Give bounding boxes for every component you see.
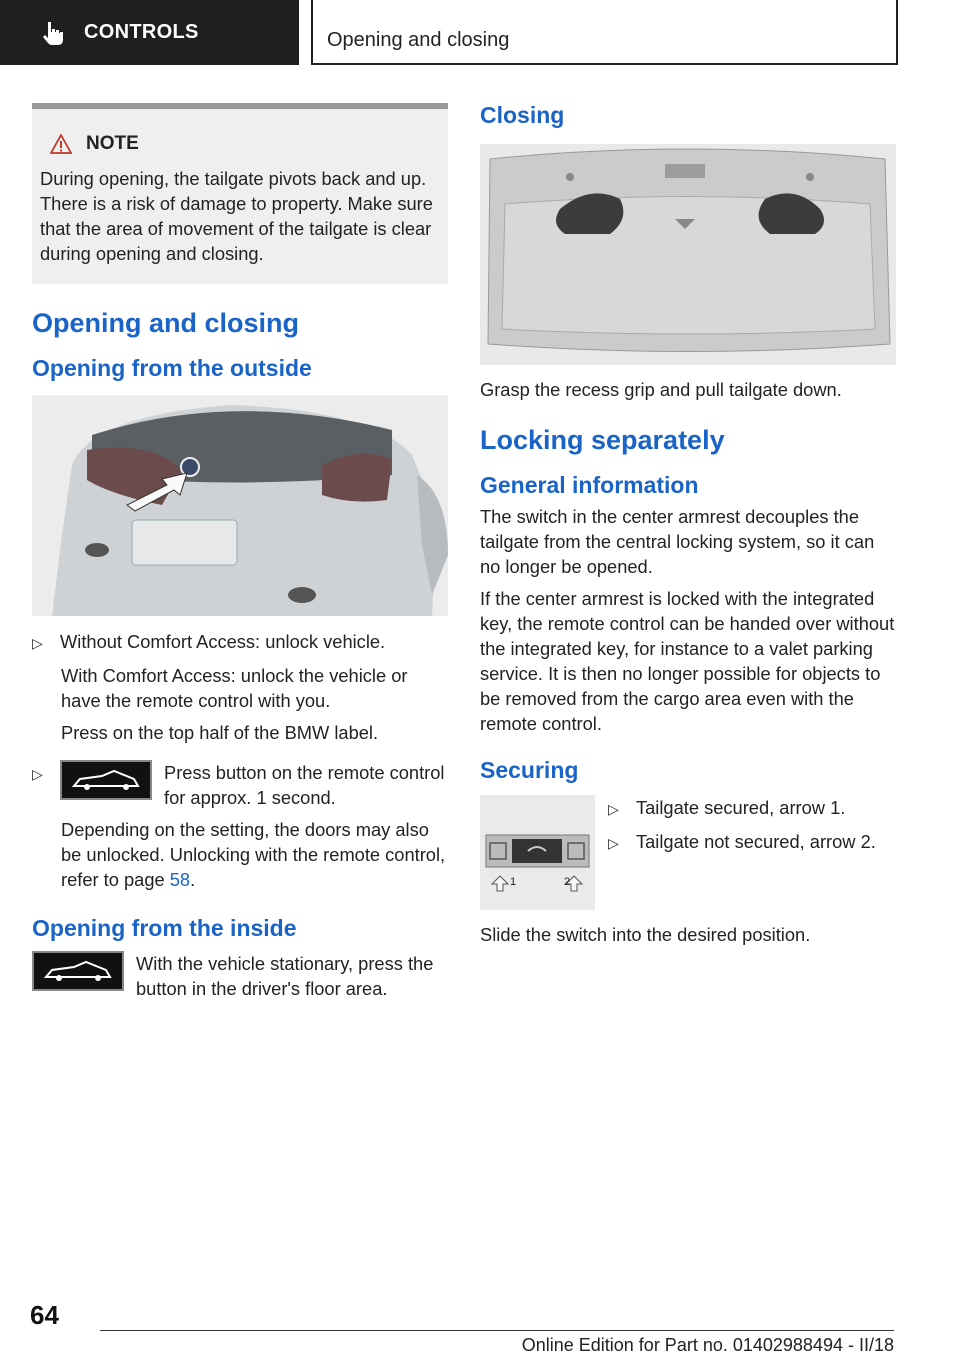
- inside-text: With the vehicle stationary, press the button in the driver's floor area.: [136, 953, 434, 999]
- right-column: [480, 103, 896, 947]
- bullet-text: Tailgate secured, arrow 1.: [636, 797, 846, 818]
- triangle-bullet-icon: ▷: [32, 635, 43, 651]
- switch-label-2: 2: [564, 876, 571, 888]
- hand-pointer-icon: [40, 20, 66, 46]
- bullet-text: Without Comfort Access: unlock vehicle.: [60, 631, 386, 652]
- bullet-subtext: Press on the top half of the BMW label.: [61, 722, 379, 743]
- page-number: 64: [30, 1300, 59, 1330]
- tailgate-interior-illustration: [480, 144, 896, 365]
- chapter-header: [311, 0, 898, 65]
- left-column: [32, 103, 448, 1001]
- securing-list: [595, 795, 876, 910]
- section-label: CONTROLS: [84, 21, 199, 43]
- list-item: [32, 629, 448, 656]
- subheading-general: General information: [480, 472, 699, 498]
- securing-text: Slide the switch into the desired position.: [480, 924, 811, 945]
- general-paragraph-2: If the center armrest is locked with the integrated key, the remote control can be handed over without the integrated key, for instance to a valet parking service. It is then no longer possible for objects to be removed from the cargo area even with the remote control.: [480, 588, 895, 734]
- note-text: During opening, the tailgate pivots back and up. There is a risk of damage to property. Make sure that the area of movement of the tailgate is clear during opening and closing.: [40, 168, 433, 264]
- page-reference-link[interactable]: 58: [169, 869, 191, 890]
- warning-icon: [50, 134, 72, 154]
- section-heading-locking: Locking separately: [480, 425, 725, 455]
- triangle-bullet-icon: ▷: [608, 835, 619, 851]
- bullet-subtext-main: Depending on the setting, the doors may also be unlocked. Unlocking with the remote control, refer to page: [61, 819, 446, 890]
- note-header: [50, 131, 440, 156]
- bullet-subtext: With Comfort Access: unlock the vehicle or have the remote control with you.: [61, 665, 408, 711]
- section-heading-opening: Opening and closing: [32, 308, 300, 338]
- bullet-text: Press button on the remote control for approx. 1 second.: [164, 762, 445, 808]
- note-box: [32, 103, 448, 284]
- bullet-text: Tailgate not secured, arrow 2.: [636, 831, 876, 852]
- bullet-subtext: [32, 817, 448, 892]
- subheading-securing: Securing: [480, 757, 579, 783]
- chapter-title: Opening and closing: [327, 29, 510, 51]
- tailgate-button-icon: [60, 760, 152, 800]
- inside-instruction: [32, 951, 448, 1001]
- edition-text: Online Edition for Part no. 01402988494 - II/18: [521, 1335, 894, 1355]
- tailgate-switch-illustration: [480, 795, 595, 910]
- list-item: [608, 829, 876, 856]
- tailgate-floor-button-icon: [32, 951, 124, 991]
- note-label: NOTE: [86, 133, 139, 154]
- list-item: [32, 760, 448, 810]
- subheading-outside: Opening from the outside: [32, 355, 312, 381]
- triangle-bullet-icon: ▷: [608, 801, 619, 817]
- triangle-bullet-icon: ▷: [32, 766, 43, 782]
- switch-label-1: 1: [510, 876, 517, 888]
- footer-divider: [100, 1330, 894, 1331]
- general-paragraph-1: The switch in the center armrest decouples the tailgate from the central locking system, so it can no longer be opened.: [480, 506, 875, 577]
- securing-block: [480, 795, 896, 910]
- list-item: [608, 795, 876, 822]
- car-rear-illustration: [32, 395, 448, 616]
- subheading-closing: Closing: [480, 102, 565, 128]
- bullet-subtext-end: .: [190, 869, 196, 890]
- subheading-inside: Opening from the inside: [32, 915, 297, 941]
- section-tab: [0, 0, 299, 65]
- closing-text: Grasp the recess grip and pull tailgate down.: [480, 379, 842, 400]
